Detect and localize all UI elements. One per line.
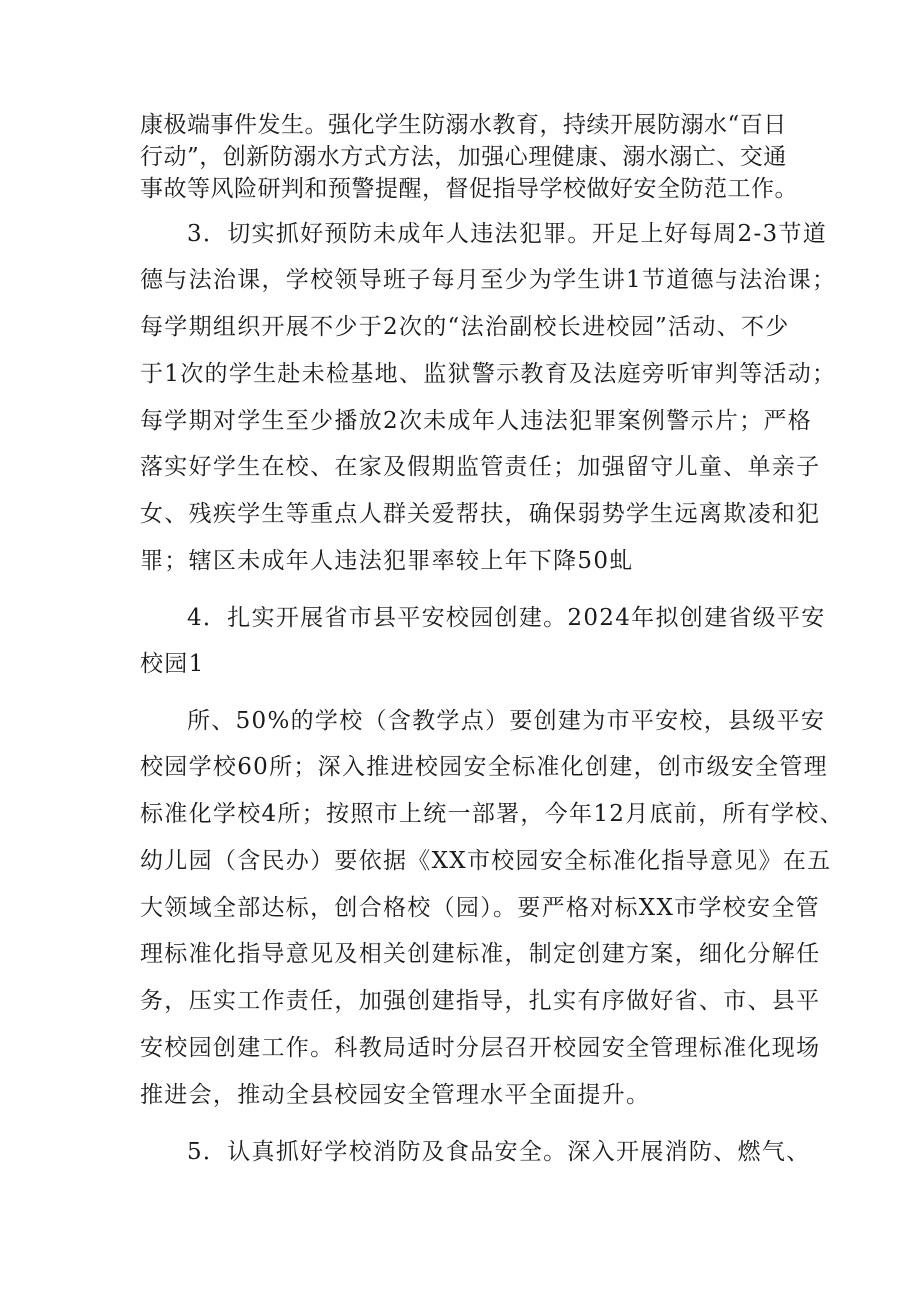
text-line: 所、50%的学校（含教学点）要创建为市平安校，县级平安 bbox=[187, 708, 826, 734]
text-line: 于1次的学生赴未检基地、监狱警示教育及法庭旁听审判等活动； bbox=[140, 361, 837, 387]
text-line: 校园学校60所；深入推进校园安全标准化创建，创市级安全管理 bbox=[140, 754, 828, 780]
text-line: 幼儿园（含民办）要依据《XX市校园安全标准化指导意见》在五 bbox=[140, 848, 832, 874]
text-line: 女、残疾学生等重点人群关爱帮扶，确保弱势学生远离欺凌和犯 bbox=[140, 501, 821, 527]
text-line: 3．切实抓好预防未成年人违法犯罪。开足上好每周2-3节道 bbox=[187, 221, 828, 247]
text-line: 安校园创建工作。科教局适时分层召开校园安全管理标准化现场 bbox=[140, 1035, 821, 1061]
text-line: 大领域全部达标，创合格校（园）。要严格对标XX市学校安全管 bbox=[140, 895, 820, 921]
text-line: 罪；辖区未成年人违法犯罪率较上年下降50虬 bbox=[140, 548, 634, 574]
text-line: 德与法治课，学校领导班子每月至少为学生讲1节道德与法治课； bbox=[140, 267, 837, 293]
text-line: 5．认真抓好学校消防及食品安全。深入开展消防、燃气、 bbox=[187, 1139, 811, 1165]
text-line: 校园1 bbox=[140, 651, 205, 677]
text-line: 理标准化指导意见及相关创建标准，制定创建方案，细化分解任 bbox=[140, 941, 821, 967]
text-line: 标准化学校4所；按照市上统一部署，今年12月底前，所有学校、 bbox=[140, 801, 844, 827]
text-line: 落实好学生在校、在家及假期监管责任；加强留守儿童、单亲子 bbox=[140, 454, 821, 480]
text-line: 每学期对学生至少播放2次未成年人违法犯罪案例警示片；严格 bbox=[140, 408, 813, 434]
text-line: 务，压实工作责任，加强创建指导，扎实有序做好省、市、县平 bbox=[140, 988, 821, 1014]
text-line: 康极端事件发生。强化学生防溺水教育，持续开展防溺水“百日 bbox=[140, 112, 787, 138]
text-line: 每学期组织开展不少于2次的“法治副校长进校园”活动、不少 bbox=[140, 314, 790, 340]
text-line: 行动”，创新防溺水方式方法，加强心理健康、溺水溺亡、交通 bbox=[140, 144, 787, 170]
text-line: 事故等风险研判和预警提醒，督促指导学校做好安全防范工作。 bbox=[140, 176, 798, 202]
text-line: 推进会，推动全县校园安全管理水平全面提升。 bbox=[140, 1082, 651, 1108]
text-line: 4．扎实开展省市县平安校园创建。2024年拟创建省级平安 bbox=[187, 605, 826, 631]
